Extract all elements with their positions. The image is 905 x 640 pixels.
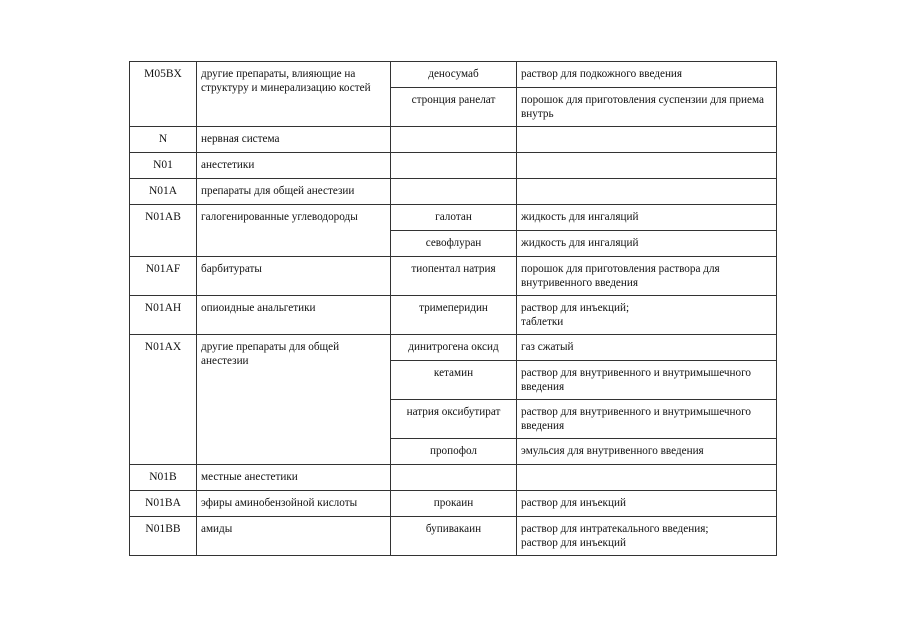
group-name-cell: амиды [197,517,391,556]
group-name-cell: препараты для общей анестезии [197,179,391,205]
atc-code-cell: N01BB [130,517,197,556]
dosage-form-cell [517,127,777,153]
atc-code-cell: N01AX [130,335,197,465]
dosage-form-cell: эмульсия для внутривенного введения [517,439,777,465]
atc-code-cell: M05BX [130,62,197,127]
group-name-cell: местные анестетики [197,465,391,491]
table-row [130,517,777,556]
atc-code-cell: N01AF [130,257,197,296]
drug-name-cell [391,465,517,491]
drug-name-cell: тиопентал натрия [391,257,517,296]
drug-name-cell: динитрогена оксид [391,335,517,361]
table-row [130,296,777,335]
drug-name-cell: севофлуран [391,231,517,257]
table-body [130,62,777,556]
atc-code-cell: N01A [130,179,197,205]
table-row [130,465,777,491]
group-name-cell: нервная система [197,127,391,153]
table-row [130,62,777,88]
dosage-form-cell: порошок для приготовления суспензии для приема внутрь [517,88,777,127]
atc-code-cell: N01B [130,465,197,491]
atc-code-cell: N [130,127,197,153]
dosage-form-cell: раствор для инъекций; таблетки [517,296,777,335]
drug-name-cell: прокаин [391,491,517,517]
drug-name-cell: деносумаб [391,62,517,88]
atc-code-cell: N01BA [130,491,197,517]
table-row [130,127,777,153]
drug-name-cell: натрия оксибутират [391,400,517,439]
dosage-form-cell [517,153,777,179]
drug-name-cell: галотан [391,205,517,231]
atc-code-cell: N01AB [130,205,197,257]
table-row [130,335,777,361]
dosage-form-cell: раствор для интратекального введения; раствор для инъекций [517,517,777,556]
atc-code-cell: N01 [130,153,197,179]
drug-name-cell: кетамин [391,361,517,400]
dosage-form-cell [517,465,777,491]
group-name-cell: другие препараты для общей анестезии [197,335,391,465]
dosage-form-cell: раствор для внутривенного и внутримышечного введения [517,400,777,439]
drug-name-cell: тримеперидин [391,296,517,335]
dosage-form-cell: раствор для внутривенного и внутримышечного введения [517,361,777,400]
group-name-cell: другие препараты, влияющие на структуру и минерализацию костей [197,62,391,127]
group-name-cell: эфиры аминобензойной кислоты [197,491,391,517]
atc-code-cell: N01AH [130,296,197,335]
table-row [130,153,777,179]
group-name-cell: опиоидные анальгетики [197,296,391,335]
table-row [130,257,777,296]
dosage-form-cell: раствор для подкожного введения [517,62,777,88]
dosage-form-cell: раствор для инъекций [517,491,777,517]
drug-name-cell [391,127,517,153]
table-row [130,491,777,517]
dosage-form-cell [517,179,777,205]
drug-name-cell [391,179,517,205]
dosage-form-cell: порошок для приготовления раствора для внутривенного введения [517,257,777,296]
dosage-form-cell: газ сжатый [517,335,777,361]
group-name-cell: галогенированные углеводороды [197,205,391,257]
dosage-form-cell: жидкость для ингаляций [517,231,777,257]
group-name-cell: барбитураты [197,257,391,296]
dosage-form-cell: жидкость для ингаляций [517,205,777,231]
drug-name-cell [391,153,517,179]
table-row [130,179,777,205]
group-name-cell: анестетики [197,153,391,179]
drug-classification-table [129,61,777,556]
drug-name-cell: пропофол [391,439,517,465]
drug-name-cell: бупивакаин [391,517,517,556]
table-row [130,205,777,231]
drug-name-cell: стронция ранелат [391,88,517,127]
